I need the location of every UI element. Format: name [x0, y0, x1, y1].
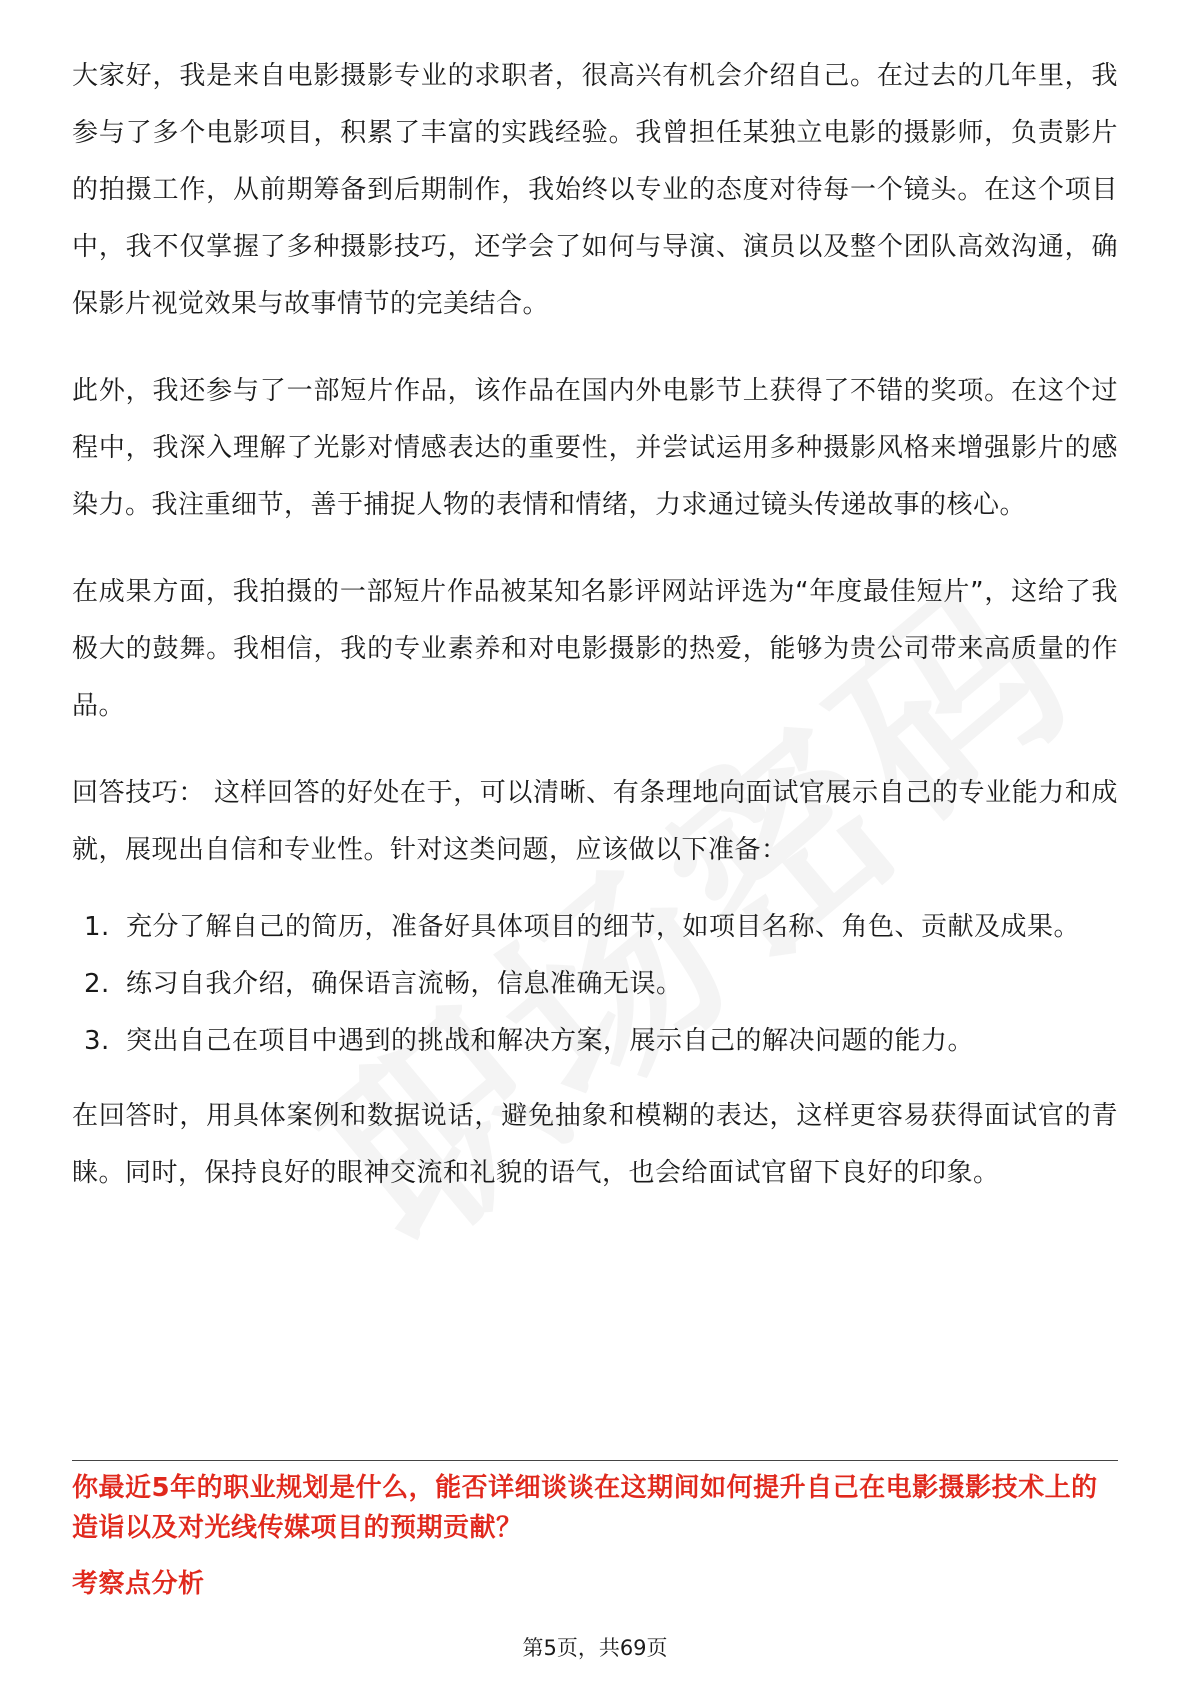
achievements-paragraph: 在成果方面，我拍摄的一部短片作品被某知名影评网站评选为“年度最佳短片”，这给了我极大的鼓舞。我相信，我的专业素养和对电影摄影的热爱，能够为贵公司带来高质量的作品。 — [72, 577, 1118, 721]
next-question-heading: 你最近5年的职业规划是什么，能否详细谈谈在这期间如何提升自己在电影摄影技术上的造诣以及对光线传媒项目的预期贡献？ — [72, 1473, 1098, 1543]
closing-paragraph: 在回答时，用具体案例和数据说话，避免抽象和模糊的表达，这样更容易获得面试官的青睐。同时，保持良好的眼神交流和礼貌的语气，也会给面试官留下良好的印象。 — [72, 1101, 1118, 1188]
answer-tips-paragraph: 回答技巧： 这样回答的好处在于，可以清晰、有条理地向面试官展示自己的专业能力和成就，展现出自信和专业性。针对这类问题，应该做以下准备： — [72, 778, 1118, 865]
preparation-list — [72, 899, 1118, 1070]
intro-paragraph: 大家好，我是来自电影摄影专业的求职者，很高兴有机会介绍自己。在过去的几年里，我参与了多个电影项目，积累了丰富的实践经验。我曾担任某独立电影的摄影师，负责影片的拍摄工作，从前期筹备到后期制作，我始终以专业的态度对待每一个镜头。在这个项目中，我不仅掌握了多种摄影技巧，还学会了如何与导演、演员以及整个团队高效沟通，确保影片视觉效果与故事情节的完美结合。 — [72, 61, 1118, 319]
analysis-subheading: 考察点分析 — [72, 1569, 205, 1599]
list-item-number: 2. — [84, 969, 110, 999]
list-item-text: 充分了解自己的简历，准备好具体项目的细节，如项目名称、角色、贡献及成果。 — [126, 912, 1081, 942]
list-item — [72, 1013, 1118, 1070]
list-item — [72, 899, 1118, 956]
list-item-number: 1. — [84, 912, 110, 942]
short-film-paragraph: 此外，我还参与了一部短片作品，该作品在国内外电影节上获得了不错的奖项。在这个过程中，我深入理解了光影对情感表达的重要性，并尝试运用多种摄影风格来增强影片的感染力。我注重细节，善于捕捉人物的表情和情绪，力求通过镜头传递故事的核心。 — [72, 376, 1118, 520]
list-item-text: 突出自己在项目中遇到的挑战和解决方案，展示自己的解决问题的能力。 — [126, 1026, 975, 1056]
section-divider — [72, 1460, 1118, 1461]
list-item-number: 3. — [84, 1026, 110, 1056]
list-item — [72, 956, 1118, 1013]
page-number-footer: 第5页，共69页 — [522, 1636, 668, 1660]
document-body — [72, 48, 1118, 1232]
list-item-text: 练习自我介绍，确保语言流畅，信息准确无误。 — [126, 969, 683, 999]
